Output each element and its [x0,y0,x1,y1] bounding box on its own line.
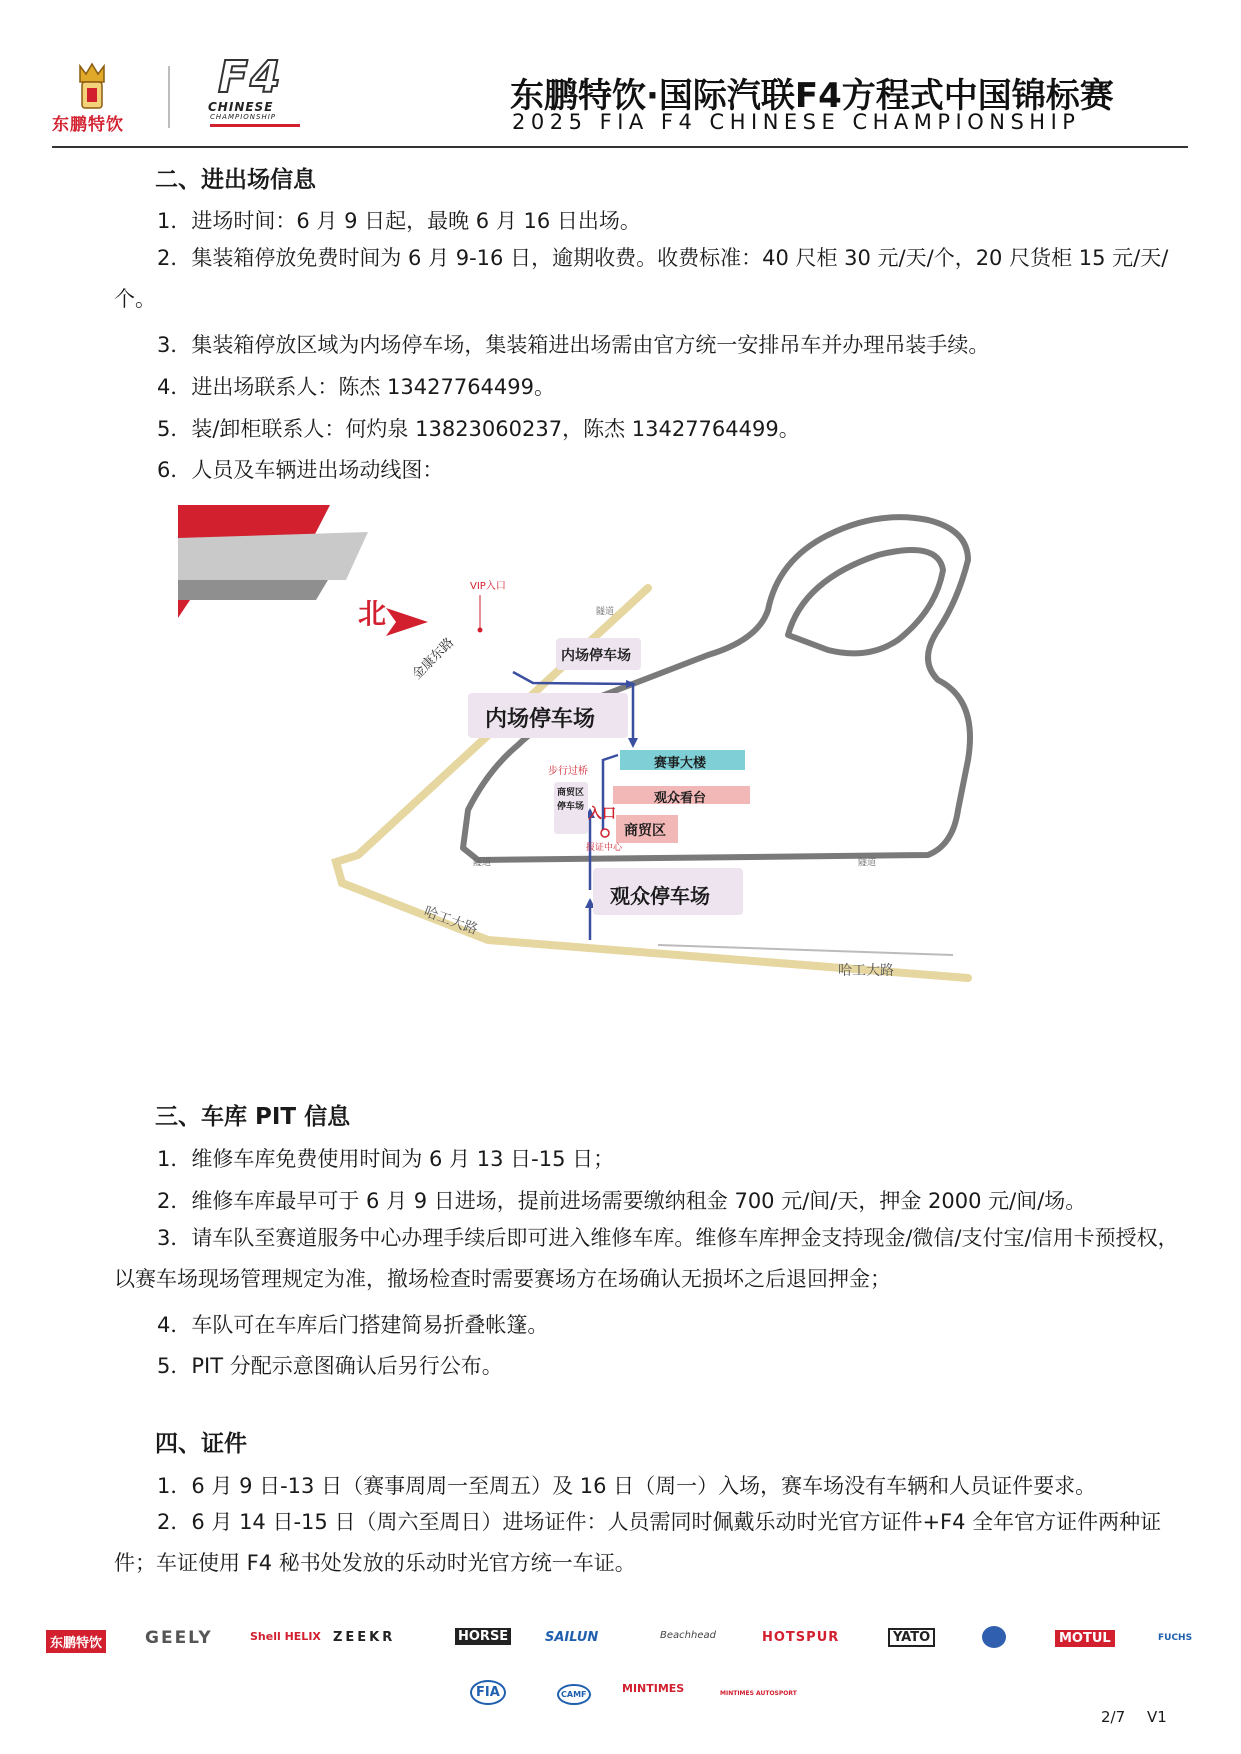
crown-bottle-icon [52,60,132,112]
sponsor-fuchs: FUCHS [1158,1633,1193,1643]
road-jinkang-label: 金康东路 [409,635,458,683]
header-rule [52,146,1188,148]
pit-item-1: 1．维修车库免费使用时间为 6 月 13 日-15 日； [157,1147,615,1171]
sponsor-yato: YATO [888,1628,935,1647]
sponsor-dongpeng: 东鹏特饮 [46,1630,106,1653]
sponsor-mintimes: MINTIMES [622,1682,685,1695]
entry-item-3: 3．集装箱停放区域为内场停车场，集装箱进出场需由官方统一安排吊车并办理吊装手续。 [157,333,990,357]
pit-item-3: 3．请车队至赛道服务中心办理手续后即可进入维修车库。维修车库押金支持现金/微信/支付宝/信用卡预授权，以赛车场现场管理规定为准，撤场检查时需要赛场方在场确认无损坏之后退回押金； [114,1226,1179,1291]
commercial-parking-label: 商贸区停车场 [557,788,585,812]
entrance-label: 入口 [588,806,616,822]
entry-route-map [178,500,1058,1040]
section-heading-credentials: 四、证件 [155,1431,247,1457]
tunnel-label-3: 隧道 [858,858,877,868]
sponsor-fia: FIA [470,1680,506,1705]
sponsor-shell-helix: Shell HELIX [250,1630,321,1643]
entry-item-4: 4．进出场联系人：陈杰 13427764499。 [157,375,556,399]
dark-grey-stripe [178,580,328,600]
page-number: 2/7 [1101,1708,1126,1726]
sponsor-geely: GEELY [145,1628,213,1648]
pit-item-2: 2．维修车库最早可于 6 月 9 日进场，提前进场需要缴纳租金 700 元/间/天，押金 2000 元/间/场。 [157,1189,1087,1213]
sponsor-zeekr: ZEEKR [333,1630,396,1645]
f4-logo-redbar [210,124,300,127]
version-label: V1 [1147,1708,1167,1726]
sponsor-beachhead: Beachhead [660,1630,716,1641]
section-heading-entry-exit: 二、进出场信息 [155,167,316,193]
north-label: 北 [358,597,387,630]
sponsor-horse: HORSE [455,1628,511,1645]
section-heading-pit: 三、车库 PIT 信息 [155,1104,351,1130]
f4-logo-text: F4 [218,52,283,103]
spectator-parking-label: 观众停车场 [610,884,710,908]
route-arrowhead-1 [628,738,638,748]
inner-parking-big-label: 内场停车场 [485,707,596,732]
tunnel-label-2: 隧道 [473,858,492,868]
header-divider-vertical [168,66,170,128]
registration-center-dot [601,829,609,837]
pit-item-5: 5．PIT 分配示意图确认后另行公布。 [157,1354,503,1378]
tunnel-label-1: 隧道 [596,607,615,617]
grey-stripe [178,532,368,580]
road-hagong-label-2: 哈工大路 [838,963,894,979]
entry-item-1: 1．进场时间：6 月 9 日起，最晚 6 月 16 日出场。 [157,209,641,233]
f4-chinese-championship-logo [196,52,320,130]
entry-item-5: 5．装/卸柜联系人：何灼泉 13823060237，陈杰 13427764499。 [157,417,800,441]
sponsor-camf: CAMF [557,1684,591,1705]
sponsor-emblem-icon [982,1626,1006,1648]
header-title-en: 2025 FIA F4 CHINESE CHAMPIONSHIP [512,110,1081,134]
sponsor-hotspur: HOTSPUR [762,1630,840,1645]
road-hagong-label: 哈工大路 [421,903,480,939]
sponsor-motul: MOTUL [1055,1630,1115,1647]
vip-entrance-label: VIP入口 [470,581,506,592]
grandstand-label: 观众看台 [654,791,707,806]
pit-item-4: 4．车队可在车库后门搭建简易折叠帐篷。 [157,1313,549,1337]
north-arrow-icon [386,608,428,636]
f4-logo-sub2: CHAMPIONSHIP [210,113,277,121]
red-stripe-small [178,600,190,618]
race-building-label: 赛事大楼 [654,756,707,771]
f4-logo-sub: CHINESE [208,100,274,114]
pedestrian-bridge-label: 步行过桥 [548,766,588,777]
commercial-zone-label: 商贸区 [624,823,666,839]
credential-item-1: 1．6 月 9 日-13 日（赛事周周一至周五）及 16 日（周一）入场，赛车场没有车辆和人员证件要求。 [157,1474,1097,1498]
registration-center-label: 报证中心 [586,843,623,853]
credential-item-2: 2．6 月 14 日-15 日（周六至周日）进场证件：人员需同时佩戴乐动时光官方证件+F4 全年官方证件两种证件；车证使用 F4 秘书处发放的乐动时光官方统一车证。 [114,1510,1162,1575]
sponsor-logo-text: 东鹏特饮 [52,115,124,135]
route-map-graphic [178,500,1058,1040]
inner-parking-small-label: 内场停车场 [561,648,631,664]
entry-item-2: 2．集装箱停放免费时间为 6 月 9-16 日，逾期收费。收费标准：40 尺柜 30 元/天/个，20 尺货柜 15 元/天/个。 [114,246,1169,311]
entry-item-6: 6．人员及车辆进出场动线图： [157,458,444,482]
sponsor-mintimes-autosport: MINTIMES AUTOSPORT [720,1690,797,1697]
track-inner-loop [788,550,943,653]
header-title-cn: 东鹏特饮·国际汽联F4方程式中国锦标赛 [510,76,1114,116]
red-stripe [178,505,330,538]
dongpeng-logo [52,60,132,135]
vip-entrance-dot [478,628,483,633]
sponsor-sailun: SAILUN [545,1630,599,1645]
